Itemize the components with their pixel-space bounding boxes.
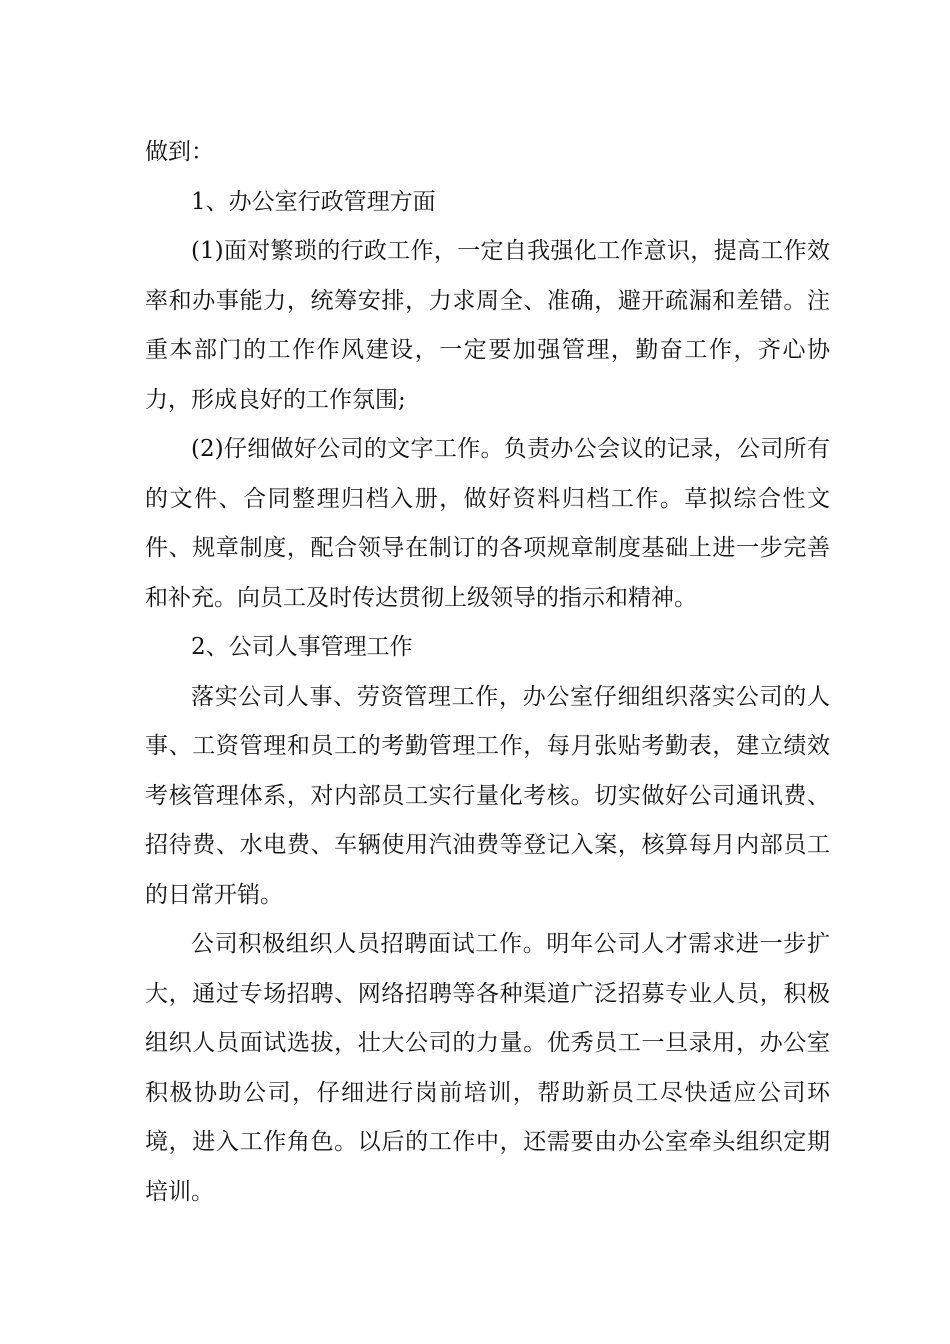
paragraph-intro: 做到： [145, 139, 214, 165]
document-body [145, 128, 830, 1217]
paragraph-recruitment: 公司积极组织人员招聘面试工作。明年公司人才需求进一步扩大，通过专场招聘、网络招聘等各种渠道广泛招募专业人员，积极组织人员面试选拔，壮大公司的力量。优秀员工一旦录用，办公室积极协助公司，仔细进行岗前培训，帮助新员工尽快适应公司环境，进入工作角色。以后的工作中，还需要由办公室牵头组织定期培训。 [145, 931, 830, 1205]
paragraph-admin-item-2: (2)仔细做好公司的文字工作。负责办公会议的记录，公司所有的文件、合同整理归档入册，做好资料归档工作。草拟综合性文件、规章制度，配合领导在制订的各项规章制度基础上进一步完善和补充。向员工及时传达贯彻上级领导的指示和精神。 [145, 436, 830, 611]
paragraph-personnel-labor: 落实公司人事、劳资管理工作，办公室仔细组织落实公司的人事、工资管理和员工的考勤管理工作，每月张贴考勤表，建立绩效考核管理体系，对内部员工实行量化考核。切实做好公司通讯费、招待费、水电费、车辆使用汽油费等登记入案，核算每月内部员工的日常开销。 [145, 683, 830, 908]
paragraph-admin-item-1: (1)面对繁琐的行政工作，一定自我强化工作意识，提高工作效率和办事能力，统筹安排，力求周全、准确，避开疏漏和差错。注重本部门的工作作风建设，一定要加强管理，勤奋工作，齐心协力，形成良好的工作氛围; [145, 238, 830, 413]
heading-admin-management: 1、办公室行政管理方面 [191, 188, 436, 215]
heading-personnel-management: 2、公司人事管理工作 [191, 634, 413, 660]
